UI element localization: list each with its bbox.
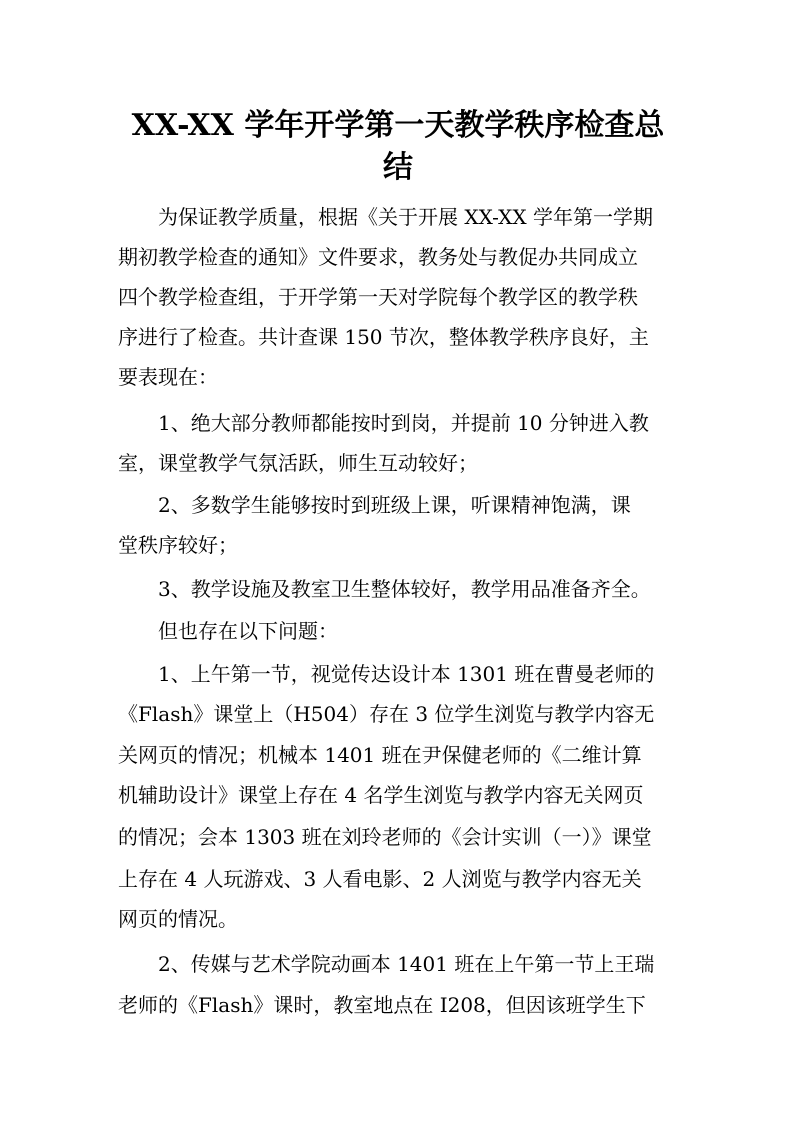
body-line-13: 《Flash》课堂上（H504）存在 3 位学生浏览与教学内容无 bbox=[118, 702, 655, 726]
body-line-14: 关网页的情况；机械本 1401 班在尹保健老师的《二维计算 bbox=[118, 743, 642, 767]
body-line-3: 四个教学检查组，于开学第一天对学院每个教学区的教学秩 bbox=[118, 285, 638, 309]
body-line-9: 堂秩序较好； bbox=[118, 533, 238, 557]
document-title-line-1: XX-XX 学年开学第一天教学秩序检查总 bbox=[131, 108, 665, 143]
body-line-8: 2、多数学生能够按时到班级上课，听课精神饱满，课 bbox=[118, 493, 631, 517]
body-line-11: 但也存在以下问题： bbox=[118, 619, 338, 643]
body-line-12: 1、上午第一节，视觉传达设计本 1301 班在曹曼老师的 bbox=[118, 662, 655, 686]
body-line-18: 网页的情况。 bbox=[118, 907, 238, 931]
body-line-4: 序进行了检查。共计查课 150 节次，整体教学秩序良好，主 bbox=[118, 325, 649, 349]
body-line-5: 要表现在： bbox=[118, 365, 218, 389]
body-line-1: 为保证教学质量，根据《关于开展 XX-XX 学年第一学期 bbox=[118, 205, 653, 229]
body-line-19: 2、传媒与艺术学院动画本 1401 班在上午第一节上王瑞 bbox=[118, 952, 655, 976]
body-line-20: 老师的《Flash》课时，教室地点在 I208，但因该班学生下 bbox=[118, 993, 646, 1017]
body-line-7: 室，课堂教学气氛活跃，师生互动较好； bbox=[118, 451, 478, 475]
body-line-15: 机辅助设计》课堂上存在 4 名学生浏览与教学内容无关网页 bbox=[118, 783, 644, 807]
document-title-line-2: 结 bbox=[383, 150, 413, 185]
body-line-17: 上存在 4 人玩游戏、3 人看电影、2 人浏览与教学内容无关 bbox=[118, 867, 642, 891]
body-line-10: 3、教学设施及教室卫生整体较好，教学用品准备齐全。 bbox=[118, 577, 651, 601]
body-line-16: 的情况；会本 1303 班在刘玲老师的《会计实训（一）》课堂 bbox=[118, 825, 652, 849]
body-line-2: 期初教学检查的通知》文件要求，教务处与教促办共同成立 bbox=[118, 245, 638, 269]
body-line-6: 1、绝大部分教师都能按时到岗，并提前 10 分钟进入教 bbox=[118, 411, 649, 435]
